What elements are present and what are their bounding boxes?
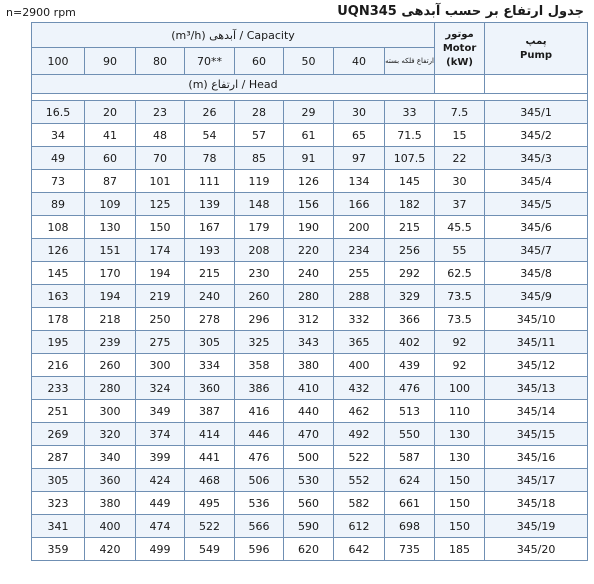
- head-cell: 60: [85, 147, 136, 170]
- head-cell: 400: [85, 515, 136, 538]
- motor-cell: 62.5: [435, 262, 485, 285]
- head-cell: 194: [85, 285, 136, 308]
- head-cell: 85: [235, 147, 284, 170]
- head-cell: 150: [136, 216, 185, 239]
- head-cell: 399: [136, 446, 185, 469]
- head-cell: 240: [284, 262, 334, 285]
- head-cell: 89: [32, 193, 85, 216]
- table-row: [32, 400, 588, 423]
- head-cell: 251: [32, 400, 85, 423]
- head-cell: 163: [32, 285, 85, 308]
- motor-cell: 150: [435, 492, 485, 515]
- pump-cell: 345/15: [485, 423, 588, 446]
- head-cell: 216: [32, 354, 85, 377]
- pump-cell: 345/19: [485, 515, 588, 538]
- head-cell: 300: [136, 354, 185, 377]
- head-cell: 260: [85, 354, 136, 377]
- head-cell: 522: [334, 446, 385, 469]
- head-cell: 139: [185, 193, 235, 216]
- head-cell: 552: [334, 469, 385, 492]
- pump-cell: 345/4: [485, 170, 588, 193]
- table-row: [32, 515, 588, 538]
- head-cell: 522: [185, 515, 235, 538]
- head-cell: 439: [385, 354, 435, 377]
- table-row: [32, 262, 588, 285]
- head-cell: 240: [185, 285, 235, 308]
- head-cell: 414: [185, 423, 235, 446]
- head-cell: 366: [385, 308, 435, 331]
- motor-cell: 15: [435, 124, 485, 147]
- head-cell: 215: [185, 262, 235, 285]
- pump-cell: 345/13: [485, 377, 588, 400]
- table-row: [32, 216, 588, 239]
- head-cell: 250: [136, 308, 185, 331]
- head-cell: 233: [32, 377, 85, 400]
- pump-cell: 345/17: [485, 469, 588, 492]
- table-row: [32, 377, 588, 400]
- flow-cell: 60: [235, 48, 284, 75]
- pump-cell: 345/20: [485, 538, 588, 561]
- pump-cell: 345/1: [485, 101, 588, 124]
- head-cell: 48: [136, 124, 185, 147]
- head-cell: 33: [385, 101, 435, 124]
- head-cell: 323: [32, 492, 85, 515]
- head-cell: 365: [334, 331, 385, 354]
- head-cell: 549: [185, 538, 235, 561]
- head-cell: 661: [385, 492, 435, 515]
- head-cell: 566: [235, 515, 284, 538]
- motor-cell: 55: [435, 239, 485, 262]
- head-cell: 642: [334, 538, 385, 561]
- head-cell: 256: [385, 239, 435, 262]
- head-cell: 97: [334, 147, 385, 170]
- table-row: [32, 469, 588, 492]
- motor-cell: 110: [435, 400, 485, 423]
- head-cell: 340: [85, 446, 136, 469]
- motor-cell: 37: [435, 193, 485, 216]
- head-cell: 70: [136, 147, 185, 170]
- pump-cell: 345/8: [485, 262, 588, 285]
- head-cell: 499: [136, 538, 185, 561]
- motor-cell: 92: [435, 331, 485, 354]
- flow-cell: 50: [284, 48, 334, 75]
- head-cell: 587: [385, 446, 435, 469]
- head-cell: 91: [284, 147, 334, 170]
- head-cell: 156: [284, 193, 334, 216]
- head-cell: 582: [334, 492, 385, 515]
- head-cell: 255: [334, 262, 385, 285]
- head-cell: 71.5: [385, 124, 435, 147]
- head-cell: 492: [334, 423, 385, 446]
- pump-header-fa: پمپ: [525, 35, 547, 47]
- pump-cell: 345/10: [485, 308, 588, 331]
- head-cell: 349: [136, 400, 185, 423]
- head-cell: 416: [235, 400, 284, 423]
- head-cell: 620: [284, 538, 334, 561]
- head-cell: 320: [85, 423, 136, 446]
- head-cell: 28: [235, 101, 284, 124]
- motor-cell: 73.5: [435, 285, 485, 308]
- head-cell: 292: [385, 262, 435, 285]
- head-cell: 280: [85, 377, 136, 400]
- pump-header: [485, 23, 588, 75]
- head-cell: 698: [385, 515, 435, 538]
- head-cell: 374: [136, 423, 185, 446]
- head-cell: 30: [334, 101, 385, 124]
- head-cell: 78: [185, 147, 235, 170]
- table-row: [32, 193, 588, 216]
- head-cell: 108: [32, 216, 85, 239]
- rpm-label: n=2900 rpm: [6, 6, 76, 19]
- head-cell: 126: [284, 170, 334, 193]
- table-row: [32, 423, 588, 446]
- head-cell: 400: [334, 354, 385, 377]
- table-row: [32, 239, 588, 262]
- pump-cell: 345/9: [485, 285, 588, 308]
- head-cell: 208: [235, 239, 284, 262]
- head-cell: 380: [85, 492, 136, 515]
- pump-cell: 345/7: [485, 239, 588, 262]
- head-cell: 550: [385, 423, 435, 446]
- motor-cell: 130: [435, 446, 485, 469]
- head-cell: 23: [136, 101, 185, 124]
- flow-cell: 90: [85, 48, 136, 75]
- flow-cell: 100: [32, 48, 85, 75]
- head-cell: 329: [385, 285, 435, 308]
- page-title: جدول ارتفاع بر حسب آبدهی UQN345: [337, 4, 584, 19]
- table-row: [32, 308, 588, 331]
- head-cell: 174: [136, 239, 185, 262]
- head-cell: 29: [284, 101, 334, 124]
- flow-cell: 70**: [185, 48, 235, 75]
- motor-header: [435, 23, 485, 75]
- motor-cell: 92: [435, 354, 485, 377]
- table-row: [32, 492, 588, 515]
- head-cell: 359: [32, 538, 85, 561]
- motor-cell: 7.5: [435, 101, 485, 124]
- head-cell: 735: [385, 538, 435, 561]
- head-cell: 73: [32, 170, 85, 193]
- head-cell: 446: [235, 423, 284, 446]
- table-row: [32, 101, 588, 124]
- head-cell: 296: [235, 308, 284, 331]
- head-cell: 20: [85, 101, 136, 124]
- motor-header-en: Motor: [442, 42, 477, 54]
- motor-cell: 185: [435, 538, 485, 561]
- head-cell: 65: [334, 124, 385, 147]
- head-cell: 26: [185, 101, 235, 124]
- head-cell: 119: [235, 170, 284, 193]
- head-cell: 420: [85, 538, 136, 561]
- head-cell: 126: [32, 239, 85, 262]
- head-cell: 324: [136, 377, 185, 400]
- head-cell: 278: [185, 308, 235, 331]
- motor-header-unit: (kW): [446, 56, 473, 68]
- pump-cell: 345/6: [485, 216, 588, 239]
- head-cell: 332: [334, 308, 385, 331]
- head-cell: 536: [235, 492, 284, 515]
- flow-cell: 80: [136, 48, 185, 75]
- head-cell: 300: [85, 400, 136, 423]
- head-cell: 125: [136, 193, 185, 216]
- head-cell: 178: [32, 308, 85, 331]
- head-cell: 360: [85, 469, 136, 492]
- head-cell: 343: [284, 331, 334, 354]
- head-cell: 87: [85, 170, 136, 193]
- head-cell: 476: [385, 377, 435, 400]
- head-cell: 358: [235, 354, 284, 377]
- table-row: [32, 446, 588, 469]
- head-cell: 220: [284, 239, 334, 262]
- head-cell: 360: [185, 377, 235, 400]
- head-cell: 624: [385, 469, 435, 492]
- pump-cell: 345/18: [485, 492, 588, 515]
- table-row: [32, 147, 588, 170]
- pump-cell: 345/14: [485, 400, 588, 423]
- head-cell: 506: [235, 469, 284, 492]
- flow-cell: 40: [334, 48, 385, 75]
- head-cell: 230: [235, 262, 284, 285]
- head-cell: 449: [136, 492, 185, 515]
- head-cell: 424: [136, 469, 185, 492]
- head-cell: 513: [385, 400, 435, 423]
- table-row: [32, 285, 588, 308]
- head-header: (m) ارتفاع / Head: [32, 75, 435, 94]
- head-cell: 468: [185, 469, 235, 492]
- pump-cell: 345/11: [485, 331, 588, 354]
- head-cell: 166: [334, 193, 385, 216]
- table-row: [32, 170, 588, 193]
- head-cell: 287: [32, 446, 85, 469]
- motor-cell: 150: [435, 469, 485, 492]
- head-cell: 462: [334, 400, 385, 423]
- head-cell: 49: [32, 147, 85, 170]
- motor-cell: 100: [435, 377, 485, 400]
- head-cell: 193: [185, 239, 235, 262]
- head-cell: 305: [185, 331, 235, 354]
- head-cell: 269: [32, 423, 85, 446]
- head-cell: 275: [136, 331, 185, 354]
- table-row: [32, 331, 588, 354]
- table-row: [32, 354, 588, 377]
- head-cell: 218: [85, 308, 136, 331]
- head-cell: 145: [32, 262, 85, 285]
- head-cell: 410: [284, 377, 334, 400]
- head-cell: 109: [85, 193, 136, 216]
- head-cell: 130: [85, 216, 136, 239]
- motor-cell: 130: [435, 423, 485, 446]
- head-cell: 560: [284, 492, 334, 515]
- pump-cell: 345/5: [485, 193, 588, 216]
- head-cell: 495: [185, 492, 235, 515]
- head-cell: 215: [385, 216, 435, 239]
- head-cell: 170: [85, 262, 136, 285]
- head-cell: 470: [284, 423, 334, 446]
- table-row: [32, 124, 588, 147]
- head-cell: 387: [185, 400, 235, 423]
- head-cell: 380: [284, 354, 334, 377]
- head-cell: 596: [235, 538, 284, 561]
- motor-cell: 30: [435, 170, 485, 193]
- head-cell: 312: [284, 308, 334, 331]
- head-cell: 341: [32, 515, 85, 538]
- head-cell: 234: [334, 239, 385, 262]
- pump-cell: 345/3: [485, 147, 588, 170]
- head-cell: 474: [136, 515, 185, 538]
- head-cell: 190: [284, 216, 334, 239]
- head-cell: 239: [85, 331, 136, 354]
- motor-cell: 150: [435, 515, 485, 538]
- head-cell: 194: [136, 262, 185, 285]
- head-cell: 590: [284, 515, 334, 538]
- pump-cell: 345/16: [485, 446, 588, 469]
- head-cell: 148: [235, 193, 284, 216]
- head-cell: 260: [235, 285, 284, 308]
- head-cell: 530: [284, 469, 334, 492]
- head-cell: 195: [32, 331, 85, 354]
- head-cell: 167: [185, 216, 235, 239]
- head-cell: 16.5: [32, 101, 85, 124]
- head-cell: 34: [32, 124, 85, 147]
- head-cell: 305: [32, 469, 85, 492]
- motor-cell: 73.5: [435, 308, 485, 331]
- header-bar: [0, 0, 594, 22]
- motor-header-fa: موتور: [445, 28, 474, 40]
- head-cell: 325: [235, 331, 284, 354]
- head-cell: 441: [185, 446, 235, 469]
- head-cell: 219: [136, 285, 185, 308]
- pump-cell: 345/2: [485, 124, 588, 147]
- head-cell: 145: [385, 170, 435, 193]
- head-cell: 54: [185, 124, 235, 147]
- motor-cell: 22: [435, 147, 485, 170]
- head-cell: 111: [185, 170, 235, 193]
- motor-cell: 45.5: [435, 216, 485, 239]
- pump-header-en: Pump: [520, 49, 553, 61]
- table-row: [32, 538, 588, 561]
- head-cell: 440: [284, 400, 334, 423]
- flow-cell: ارتفاع فلکه بسته: [385, 48, 435, 75]
- head-cell: 402: [385, 331, 435, 354]
- head-cell: 386: [235, 377, 284, 400]
- head-cell: 612: [334, 515, 385, 538]
- head-cell: 107.5: [385, 147, 435, 170]
- head-cell: 334: [185, 354, 235, 377]
- head-cell: 432: [334, 377, 385, 400]
- head-cell: 57: [235, 124, 284, 147]
- head-capacity-table: [31, 22, 588, 561]
- capacity-header: (m³/h) آبدهی / Capacity: [32, 23, 435, 48]
- head-cell: 280: [284, 285, 334, 308]
- head-cell: 61: [284, 124, 334, 147]
- head-cell: 134: [334, 170, 385, 193]
- head-cell: 101: [136, 170, 185, 193]
- head-cell: 179: [235, 216, 284, 239]
- head-cell: 500: [284, 446, 334, 469]
- head-cell: 200: [334, 216, 385, 239]
- head-cell: 151: [85, 239, 136, 262]
- head-cell: 182: [385, 193, 435, 216]
- pump-cell: 345/12: [485, 354, 588, 377]
- head-cell: 41: [85, 124, 136, 147]
- head-cell: 476: [235, 446, 284, 469]
- head-cell: 288: [334, 285, 385, 308]
